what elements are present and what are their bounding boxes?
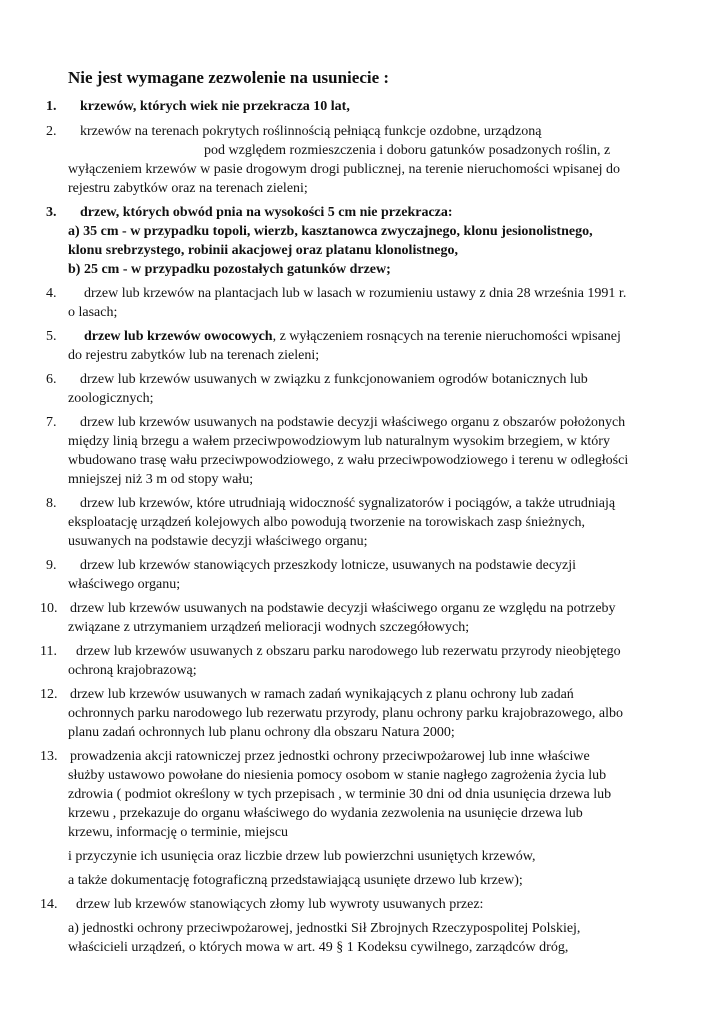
page-title: Nie jest wymagane zezwolenie na usuniecie :: [68, 68, 390, 87]
item-11-line-2: ochroną krajobrazową;: [68, 663, 197, 678]
item-9-line-1: drzew lub krzewów stanowiących przeszkody lotnicze, usuwanych na podstawie decyzji: [80, 558, 577, 573]
item-number-3: 3.: [46, 205, 57, 220]
item-number-14: 14.: [40, 897, 58, 912]
item-10-line-1: drzew lub krzewów usuwanych na podstawie decyzji właściwego organu ze względu na potrzeby: [70, 601, 616, 616]
item-number-4: 4.: [46, 286, 57, 301]
item-number-8: 8.: [46, 496, 57, 511]
item-10-line-2: związane z utrzymaniem urządzeń melioracji wodnych szczegółowych;: [68, 620, 470, 635]
item-number-6: 6.: [46, 372, 57, 387]
item-12-line-3: planu zadań ochronnych lub planu ochrony dla obszaru Natura 2000;: [68, 725, 455, 740]
item-7-line-4: mniejszej niż 3 m od stopy wału;: [68, 472, 254, 487]
item-6-line-2: zoologicznych;: [68, 391, 154, 406]
item-number-1: 1.: [46, 99, 57, 114]
item-5-bold-lead: drzew lub krzewów owocowych: [84, 329, 273, 344]
item-8-line-3: usuwanych na podstawie decyzji właściwego organu;: [68, 534, 368, 549]
item-5-line-1: [84, 327, 621, 347]
item-number-9: 9.: [46, 558, 57, 573]
item-13-line-2: służby ustawowo powołane do niesienia pomocy osobom w stanie nagłego zagrożenia życia lub: [68, 768, 607, 783]
item-number-7: 7.: [46, 415, 57, 430]
item-12-line-2: ochronnych parku narodowego lub rezerwatu przyrody, planu ochrony parku krajobrazowego, albo: [68, 706, 624, 721]
item-7-line-3: wbudowano trasę wału przeciwpowodziowego, z wału przeciwpowodziowego i terenu w odległości: [68, 453, 629, 468]
item-13-line-6: i przyczynie ich usunięcia oraz liczbie drzew lub powierzchni usuniętych krzewów,: [68, 849, 536, 864]
item-number-11: 11.: [40, 644, 57, 659]
item-6-line-1: drzew lub krzewów usuwanych w związku z funkcjonowaniem ogrodów botanicznych lub: [80, 372, 588, 387]
item-number-2: 2.: [46, 124, 57, 139]
item-8-line-1: drzew lub krzewów, które utrudniają widoczność sygnalizatorów i pociągów, a także utrudniają: [80, 496, 616, 511]
item-7-line-2: między linią brzegu a wałem przeciwpowodziowym lub naturalnym wysokim brzegiem, w który: [68, 434, 610, 449]
item-5-line-2: do rejestru zabytków lub na terenach zieleni;: [68, 348, 320, 363]
item-9-line-2: właściwego organu;: [68, 577, 181, 592]
item-1-line-1: krzewów, których wiek nie przekracza 10 lat,: [80, 99, 350, 114]
item-4-line-1: drzew lub krzewów na plantacjach lub w lasach w rozumieniu ustawy z dnia 28 września 1991 r.: [84, 286, 627, 301]
item-14-line-1: drzew lub krzewów stanowiących złomy lub wywroty usuwanych przez:: [76, 897, 484, 912]
item-13-line-5: krzewu, informację o terminie, miejscu: [68, 825, 289, 840]
item-13-line-7: a także dokumentację fotograficzną przedstawiającą usunięte drzewo lub krzew);: [68, 873, 523, 888]
item-number-13: 13.: [40, 749, 58, 764]
item-2-line-1: krzewów na terenach pokrytych roślinnością pełniącą funkcje ozdobne, urządzoną: [80, 124, 542, 139]
item-5-line-1-rest: , z wyłączeniem rosnących na terenie nieruchomości wpisanej: [272, 329, 621, 344]
item-3-line-2: a) 35 cm - w przypadku topoli, wierzb, kasztanowca zwyczajnego, klonu jesionolistnego,: [68, 224, 593, 239]
item-7-line-1: drzew lub krzewów usuwanych na podstawie decyzji właściwego organu z obszarów położonych: [80, 415, 626, 430]
item-14-line-2: a) jednostki ochrony przeciwpożarowej, jednostki Sił Zbrojnych Rzeczypospolitej Polskiej,: [68, 921, 581, 936]
item-13-line-1: prowadzenia akcji ratowniczej przez jednostki ochrony przeciwpożarowej lub inne właściwe: [70, 749, 590, 764]
item-number-12: 12.: [40, 687, 58, 702]
item-12-line-1: drzew lub krzewów usuwanych w ramach zadań wynikających z planu ochrony lub zadań: [70, 687, 574, 702]
item-4-line-2: o lasach;: [68, 305, 118, 320]
item-number-5: 5.: [46, 329, 57, 344]
item-8-line-2: eksploatację urządzeń kolejowych albo powodują tworzenie na torowiskach zasp śnieżnych,: [68, 515, 586, 530]
item-3-line-1: drzew, których obwód pnia na wysokości 5 cm nie przekracza:: [80, 205, 453, 220]
item-13-line-3: zdrowia ( podmiot określony w tych przepisach , w terminie 30 dni od dnia usunięcia drzewa lub: [68, 787, 612, 802]
item-3-line-4: b) 25 cm - w przypadku pozostałych gatunków drzew;: [68, 262, 391, 277]
item-11-line-1: drzew lub krzewów usuwanych z obszaru parku narodowego lub rezerwatu przyrody nieobjętego: [76, 644, 621, 659]
item-14-line-3: właścicieli urządzeń, o których mowa w art. 49 § 1 Kodeksu cywilnego, zarządców dróg,: [68, 940, 569, 955]
item-number-10: 10.: [40, 601, 58, 616]
item-13-line-4: krzewu , przekazuje do organu właściwego do wydania zezwolenia na usunięcie drzewa lub: [68, 806, 583, 821]
item-3-line-3: klonu srebrzystego, robinii akacjowej oraz platanu klonolistnego,: [68, 243, 458, 258]
item-2-line-2: pod względem rozmieszczenia i doboru gatunków posadzonych roślin, z: [204, 143, 611, 158]
item-2-line-4: rejestru zabytków oraz na terenach zieleni;: [68, 181, 308, 196]
item-2-line-3: wyłączeniem krzewów w pasie drogowym drogi publicznej, na terenie nieruchomości wpisanej do: [68, 162, 621, 177]
